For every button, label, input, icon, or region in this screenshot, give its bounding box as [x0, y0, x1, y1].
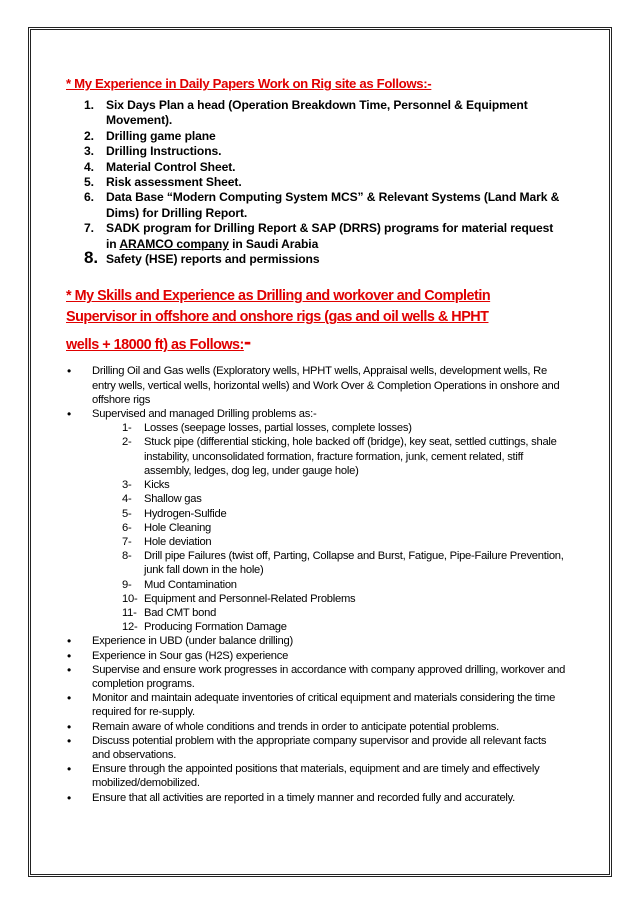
list-item: • Drilling Oil and Gas wells (Exploratory wells, HPHT wells, Appraisal wells, development wells, Re entry wells, vertical wells, horizontal wells) and Work Over & Completion Operations in onshore and offshore rigs [67, 364, 560, 406]
list-item: 4. Material Control Sheet. [84, 159, 236, 174]
list-item: 6. Data Base “Modern Computing System MCS” & Relevant Systems (Land Mark & Dims) for Drilling Report. [84, 190, 560, 220]
experience-list [66, 98, 566, 267]
list-item: 3- Kicks [122, 479, 170, 492]
bullet-icon: • [67, 634, 71, 649]
aramco-company-text: ARAMCO company [119, 236, 229, 251]
list-item: 9- Mud Contamination [122, 578, 237, 591]
bullet-icon: • [67, 691, 71, 706]
list-item: • Ensure that all activities are reported in a timely manner and recorded fully and accurately. [67, 790, 516, 805]
document-body [66, 76, 566, 805]
list-item: 8- Drill pipe Failures (twist off, Parting, Collapse and Burst, Fatigue, Pipe-Failure Prevention, junk fall down in the hole) [122, 550, 564, 577]
list-item: 2- Stuck pipe (differential sticking, hole backed off (bridge), key seat, settled cuttings, shale instability, unconsolidated formation, fracture formation, junk, cement related, stiff assembly, ledges, dog leg, under gauge hole) [122, 436, 557, 477]
experience-heading: * My Experience in Daily Papers Work on Rig site as Follows:- [66, 76, 432, 91]
list-item: • Experience in UBD (under balance drilling) [67, 634, 293, 649]
list-item: 3. Drilling Instructions. [84, 144, 222, 159]
drilling-problems-list [92, 421, 566, 634]
list-item: 10- Equipment and Personnel-Related Problems [122, 592, 356, 605]
list-item: 11- Bad CMT bond [122, 606, 217, 619]
list-item: 4- Shallow gas [122, 493, 202, 506]
bullet-icon: • [67, 407, 71, 422]
list-item: • Supervised and managed Drilling problems as:- 1- Losses (seepage losses, partial losses, complete losses) 2- Stuck pipe (differential sticking, hole backed off (bridge), key seat, settled cuttings, shale instability, unconsolidated formation, fracture formation, junk, cement related, stiff assembly, ledges, dog leg, under gauge hole) 3- Kicks 4- Shallow gas 5- Hydrogen-Sulfide 6- Hole Cleaning 7- Hole deviation 8- Drill pipe Failures (twist off, Parting, Collapse and Burst, Fatigue, Pipe-Failure Prevention, junk fall down in the hole) 9- Mud Contamination 10- Equipment and Personnel-Related Problems 11- Bad CMT bond 12- Producing Formation Damage [66, 407, 566, 634]
bullet-icon: • [67, 790, 71, 805]
list-item: 5. Risk assessment Sheet. [84, 175, 242, 190]
list-item: 7- Hole deviation [122, 535, 212, 548]
list-item: 5- Hydrogen-Sulfide [122, 507, 227, 520]
list-item: • Remain aware of whole conditions and trends in order to anticipate potential problems. [67, 719, 499, 734]
bullet-icon: • [67, 719, 71, 734]
bullet-icon: • [67, 662, 71, 677]
list-item: 12- Producing Formation Damage [122, 621, 287, 634]
list-item: • Ensure through the appointed positions that materials, equipment and are timely and effectively mobilized/demobilized. [67, 762, 540, 790]
list-item: • Discuss potential problem with the appropriate company supervisor and provide all relevant facts and observations. [67, 733, 547, 761]
list-item: • Experience in Sour gas (H2S) experience [67, 648, 289, 663]
list-item: • Monitor and maintain adequate inventories of critical equipment and materials considering the time required for re-supply. [67, 691, 556, 719]
list-item: 1. Six Days Plan a head (Operation Breakdown Time, Personnel & Equipment Movement). [84, 98, 528, 128]
skills-heading: * My Skills and Experience as Drilling and workover and Completin Supervisor in offshore and onshore rigs (gas and oil wells & HPHT wells + 18000 ft) as Follows:- [66, 288, 491, 355]
list-item: 2. Drilling game plane [84, 128, 216, 143]
list-item: 7. SADK program for Drilling Report & SAP (DRRS) programs for material request in ARAMCO company in Saudi Arabia [84, 221, 554, 251]
list-item: 1- Losses (seepage losses, partial losses, complete losses) [122, 422, 412, 435]
list-item: 8. Safety (HSE) reports and permissions [84, 248, 320, 268]
bullet-icon: • [67, 364, 71, 379]
bullet-icon: • [67, 733, 71, 748]
skills-list [66, 364, 566, 804]
bullet-icon: • [67, 648, 71, 663]
list-item: 6- Hole Cleaning [122, 521, 212, 534]
bullet-icon: • [67, 762, 71, 777]
list-item: • Supervise and ensure work progresses in accordance with company approved drilling, workover and completion programs. [67, 662, 566, 690]
